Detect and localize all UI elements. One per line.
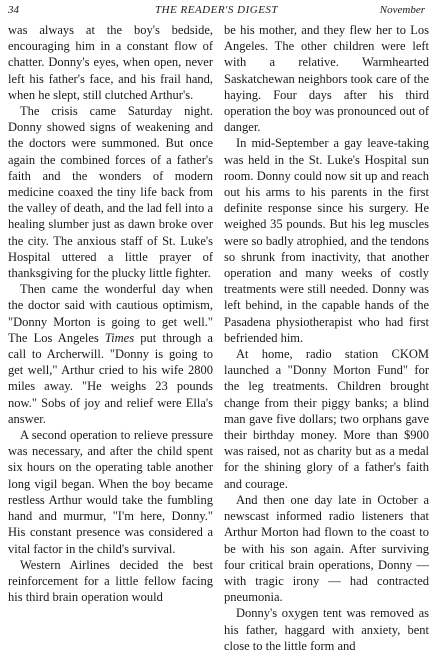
- issue-month: November: [379, 4, 425, 16]
- paragraph: In mid-September a gay leave-taking was held in the St. Luke's Hospital sun room. Donny could now sit up and reach out his arms to his parents in the first definite response since his surgery. He weighed 35 pounds. But his leg muscles were so badly atrophied, and the tendons so shrunk from inactivity, that another operation and many weeks of costly treatments were still needed. Donny was left behind, in the capable hands of the Pasadena physiotherapist who had first befriended him.: [224, 136, 429, 345]
- paragraph: The crisis came Saturday night. Donny showed signs of weakening and the doctors were summoned. But once again the combined forces of a father's faith and the wonders of modern medicine coaxed the tiny life back from the valley of death, and the lad fell into a healing slumber just as dawn broke over the city. The anxious staff of St. Luke's Hospital uttered a little prayer of thanksgiving for the plucky little fighter.: [8, 104, 213, 281]
- paragraph: A second operation to relieve pressure was necessary, and after the child spent six hours on the operating table another long vigil began. When the boy became restless Arthur would take the fumbling hand and murmur, "I'm here, Donny." His constant presence was considered a vital factor in the child's survival.: [8, 428, 213, 556]
- paragraph: Donny's oxygen tent was removed as his father, haggard with anxiety, bent close to the little form and: [224, 606, 429, 653]
- text-run: Then came the wonderful day when the doctor said with cautious optimism, "Donny Morton is going to get well." The Los Angeles: [8, 282, 213, 345]
- newspaper-name: Times: [104, 330, 135, 345]
- text-run: put through a call to Archerwill. "Donny is going to get well," Arthur cried to his wife 2800 miles away. "He weighs 23 pounds now." Sobs of joy and relief were Ella's answer.: [8, 330, 213, 426]
- left-column: [8, 22, 213, 642]
- paragraph: Western Airlines decided the best reinforcement for a little fellow facing his third brain operation would: [8, 557, 213, 605]
- paragraph: was always at the boy's bedside, encouraging him in a constant flow of chatter. Donny's eyes, when open, never left his father's face, and his frail hand, when he slept, still clutched Arthur's.: [8, 23, 213, 102]
- publication-title: THE READER'S DIGEST: [154, 4, 279, 16]
- paragraph: be his mother, and they flew her to Los Angeles. The other children were left with a relative. Warmhearted Saskatchewan neighbors took care of the haying. Four days after his third operation the boy was pronounced out of danger.: [224, 23, 429, 135]
- page-number: 34: [8, 4, 19, 16]
- right-column: [224, 22, 429, 653]
- paragraph: And then one day late in October a newscast informed radio listeners that Arthur Morton had flown to the coast to be with his son again. After surviving four critical brain operations, Donny — with tragic irony — had contracted pneumonia.: [224, 492, 429, 605]
- paragraph: At home, radio station CKOM launched a "Donny Morton Fund" for the leg treatments. Children brought change from their piggy banks; a blind man gave five dollars; two orphans gave their birthday money. More than $900 was raised, not as charity but as a medal for the shining glory of a father's faith and courage.: [224, 347, 429, 491]
- running-header: [8, 4, 425, 20]
- paragraph: [8, 281, 213, 427]
